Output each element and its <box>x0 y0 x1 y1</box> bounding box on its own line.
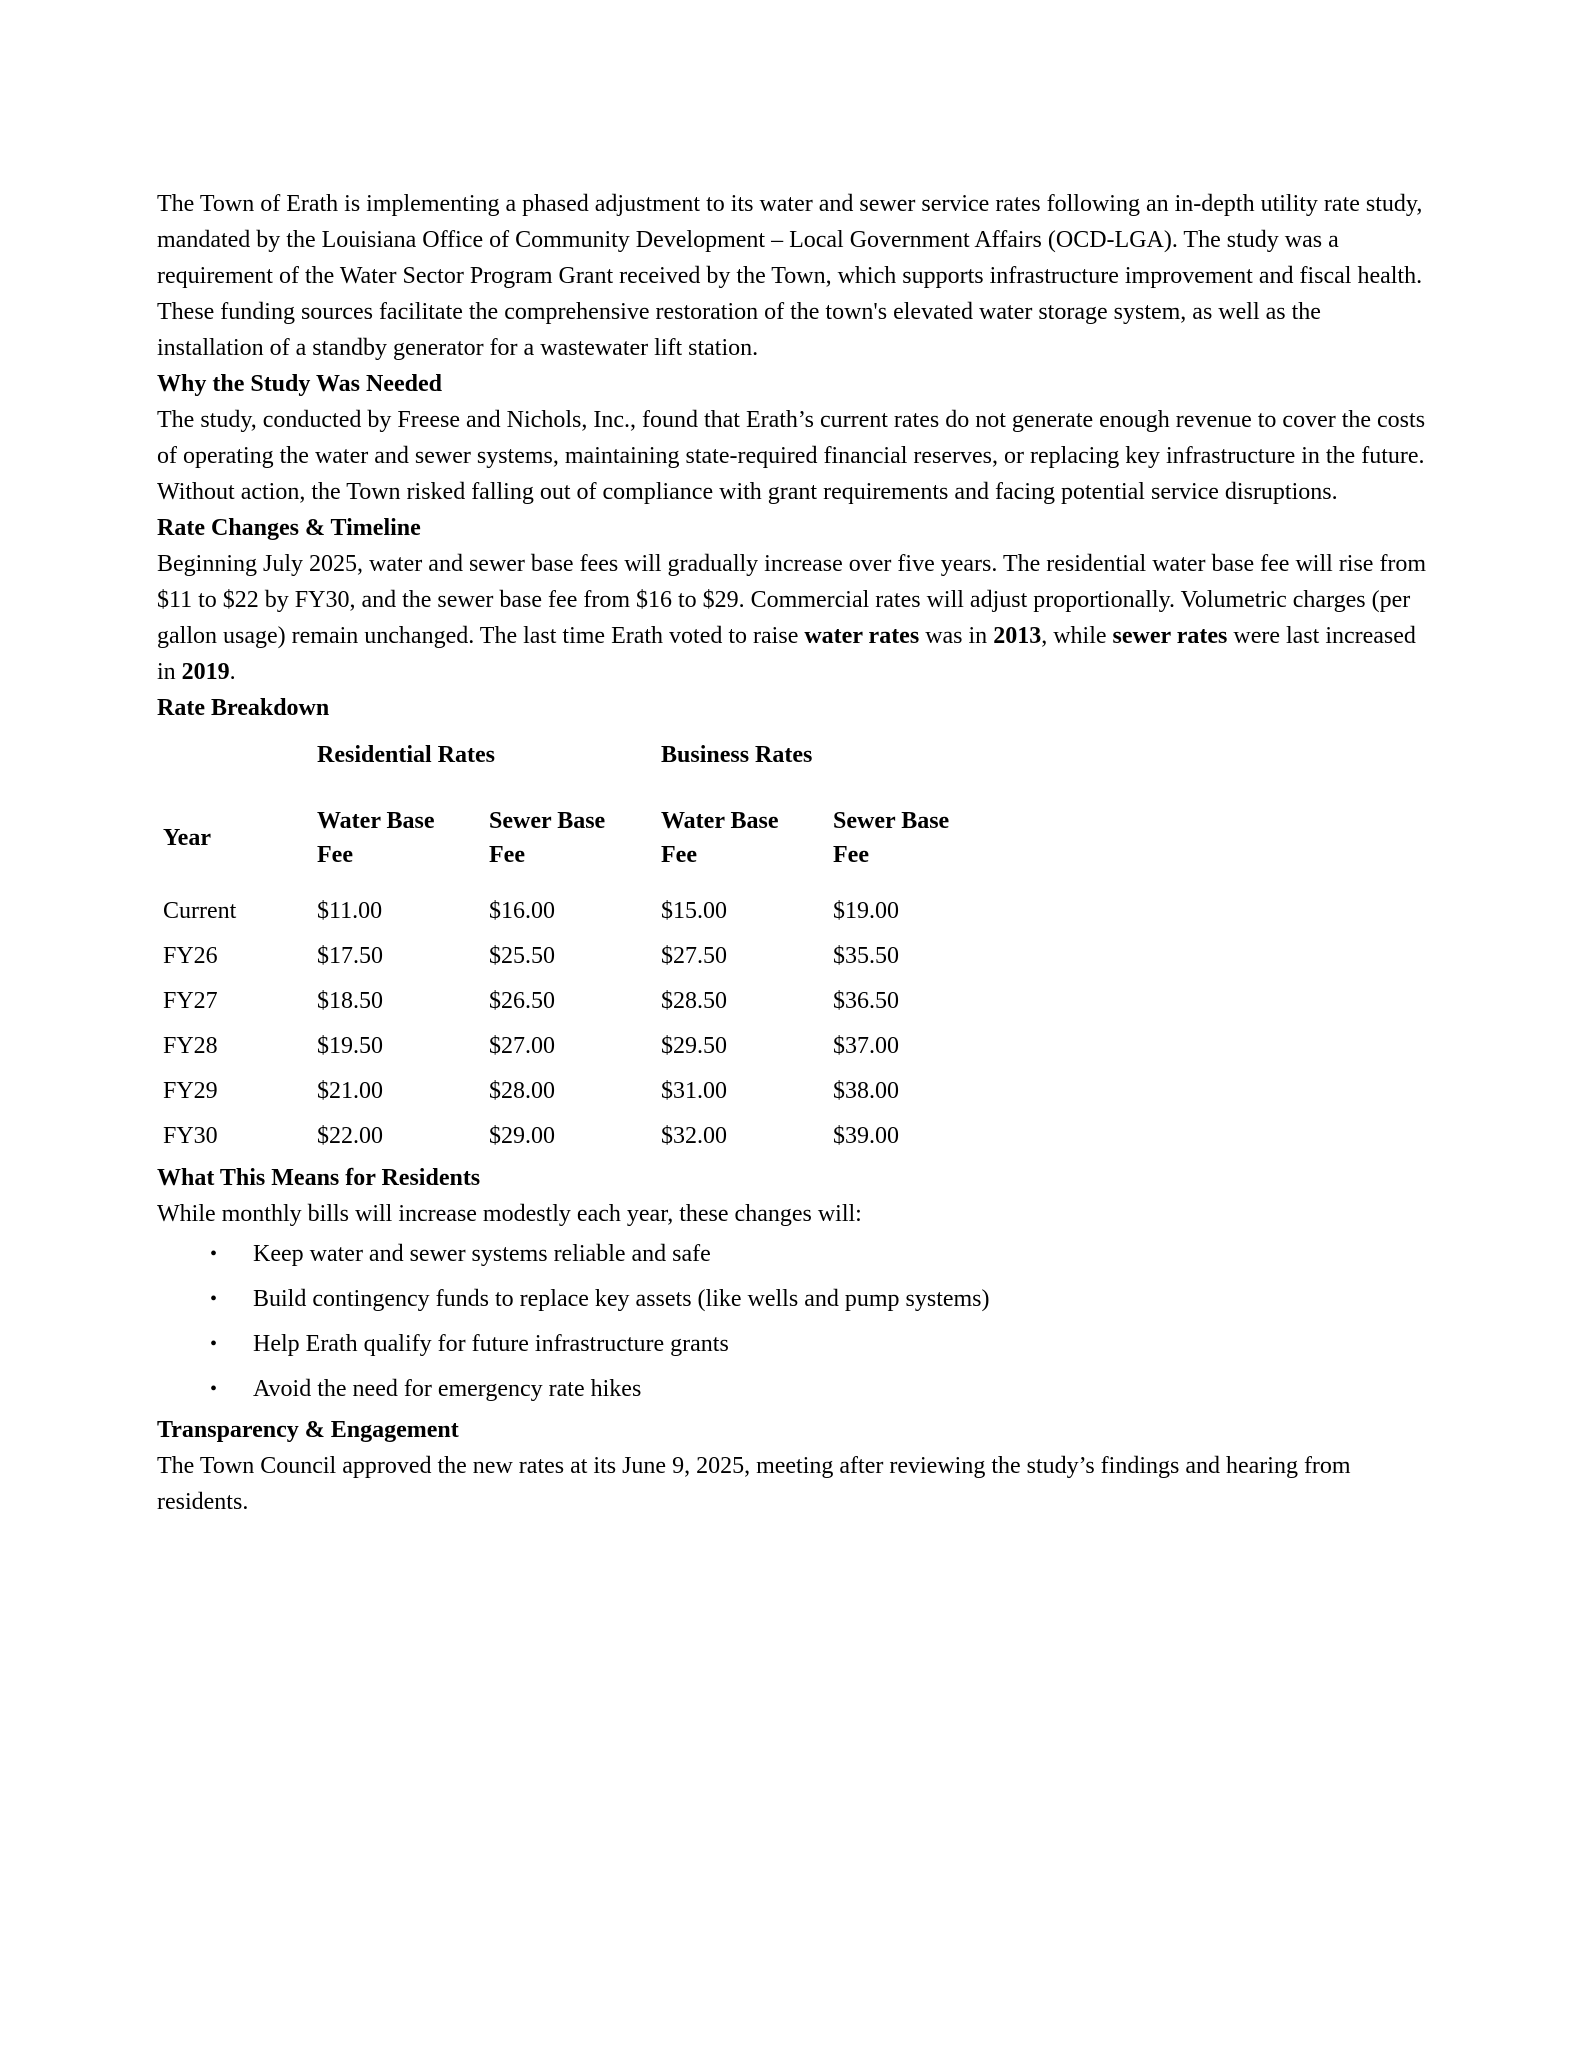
year-cell: FY26 <box>163 942 218 969</box>
table-row <box>163 1113 1005 1158</box>
fee-cell: $19.00 <box>833 897 899 924</box>
list-item <box>157 1322 1429 1367</box>
table-row <box>163 933 1005 978</box>
fee-cell: $38.00 <box>833 1077 899 1104</box>
bold-text: water rates <box>804 623 920 649</box>
fee-cell: $25.50 <box>489 942 555 969</box>
list-item-text: Avoid the need for emergency rate hikes <box>253 1376 642 1402</box>
list-item <box>157 1277 1429 1322</box>
year-cell: FY28 <box>163 1032 218 1059</box>
fee-cell: $18.50 <box>317 987 383 1014</box>
fee-cell: $26.50 <box>489 987 555 1014</box>
year-cell: FY27 <box>163 987 218 1014</box>
bold-text: sewer rates <box>1112 623 1228 649</box>
bullet-icon: • <box>210 1333 218 1355</box>
fee-cell: $32.00 <box>661 1122 727 1149</box>
bold-text: 2013 <box>993 623 1042 649</box>
list-item-text: Help Erath qualify for future infrastructure grants <box>253 1331 729 1357</box>
intro-paragraph: The Town of Erath is implementing a phased adjustment to its water and sewer service rates following an in-depth utility rate study, mandated by the Louisiana Office of Community Development – Local Government Affairs (OCD-LGA). The study was a requirement of the Water Sector Program Grant received by the Town, which supports infrastructure improvement and fiscal health. These funding sources facilitate the comprehensive restoration of the town's elevated water storage system, as well as the installation of a standby generator for a wastewater lift station. <box>157 191 1434 361</box>
column-header: Year <box>163 825 211 851</box>
group-header-residential: Residential Rates <box>317 742 495 768</box>
fee-cell: $29.50 <box>661 1032 727 1059</box>
table-row <box>163 888 1005 933</box>
table-group-header-row <box>163 738 1005 788</box>
fee-cell: $27.50 <box>661 942 727 969</box>
year-cell: FY30 <box>163 1122 218 1149</box>
bullet-icon: • <box>210 1288 218 1310</box>
section-heading-transparency: Transparency & Engagement <box>157 1417 459 1443</box>
bullet-icon: • <box>210 1378 218 1400</box>
fee-cell: $21.00 <box>317 1077 383 1104</box>
list-item-text: Keep water and sewer systems reliable and safe <box>253 1241 711 1267</box>
list-item-text: Build contingency funds to replace key assets (like wells and pump systems) <box>253 1286 990 1312</box>
list-item <box>157 1367 1429 1412</box>
fee-cell: $39.00 <box>833 1122 899 1149</box>
fee-cell: $35.50 <box>833 942 899 969</box>
column-header: Water Base Fee <box>661 808 779 868</box>
section-heading-rate-changes: Rate Changes & Timeline <box>157 515 421 541</box>
residents-paragraph: While monthly bills will increase modestly each year, these changes will: <box>157 1201 862 1227</box>
bold-text: 2019 <box>181 659 230 685</box>
column-header: Water Base Fee <box>317 808 435 868</box>
fee-cell: $17.50 <box>317 942 383 969</box>
fee-cell: $19.50 <box>317 1032 383 1059</box>
fee-cell: $36.50 <box>833 987 899 1014</box>
rate-changes-paragraph: Beginning July 2025, water and sewer base fees will gradually increase over five years. The residential water base fee will rise from $11 to $22 by FY30, and the sewer base fee from $16 to $29. Commercial rates will adjust proportionally. Volumetric charges (per gallon usage) remain unchanged. The last time Erath voted to raise water rates was in 2013, while sewer rates were last increased in 2019. <box>157 551 1433 685</box>
fee-cell: $28.00 <box>489 1077 555 1104</box>
group-header-business: Business Rates <box>661 742 813 768</box>
section-heading-rate-breakdown: Rate Breakdown <box>157 695 330 721</box>
fee-cell: $22.00 <box>317 1122 383 1149</box>
fee-cell: $11.00 <box>317 897 383 924</box>
table-column-header-row <box>163 788 1005 888</box>
document-content <box>157 186 1434 1520</box>
column-header: Sewer Base Fee <box>833 808 950 868</box>
year-cell: FY29 <box>163 1077 218 1104</box>
table-group-header-spacer <box>163 738 317 788</box>
rate-breakdown-table <box>163 738 1005 1158</box>
fee-cell: $31.00 <box>661 1077 727 1104</box>
year-cell: Current <box>163 897 237 924</box>
fee-cell: $16.00 <box>489 897 555 924</box>
fee-cell: $29.00 <box>489 1122 555 1149</box>
transparency-paragraph: The Town Council approved the new rates at its June 9, 2025, meeting after reviewing the study’s findings and hearing from residents. <box>157 1453 1357 1515</box>
table-row <box>163 1023 1005 1068</box>
section-heading-residents: What This Means for Residents <box>157 1165 481 1191</box>
column-header: Sewer Base Fee <box>489 808 606 868</box>
table-row <box>163 978 1005 1023</box>
fee-cell: $37.00 <box>833 1032 899 1059</box>
fee-cell: $15.00 <box>661 897 727 924</box>
why-study-paragraph: The study, conducted by Freese and Nichols, Inc., found that Erath’s current rates do not generate enough revenue to cover the costs of operating the water and sewer systems, maintaining state-required financial reserves, or replacing key infrastructure in the future. Without action, the Town risked falling out of compliance with grant requirements and facing potential service disruptions. <box>157 407 1432 505</box>
fee-cell: $27.00 <box>489 1032 555 1059</box>
section-heading-why-study: Why the Study Was Needed <box>157 371 442 397</box>
benefits-bullet-list <box>157 1232 1429 1412</box>
bullet-icon: • <box>210 1243 218 1265</box>
fee-cell: $28.50 <box>661 987 727 1014</box>
table-row <box>163 1068 1005 1113</box>
list-item <box>157 1232 1429 1277</box>
